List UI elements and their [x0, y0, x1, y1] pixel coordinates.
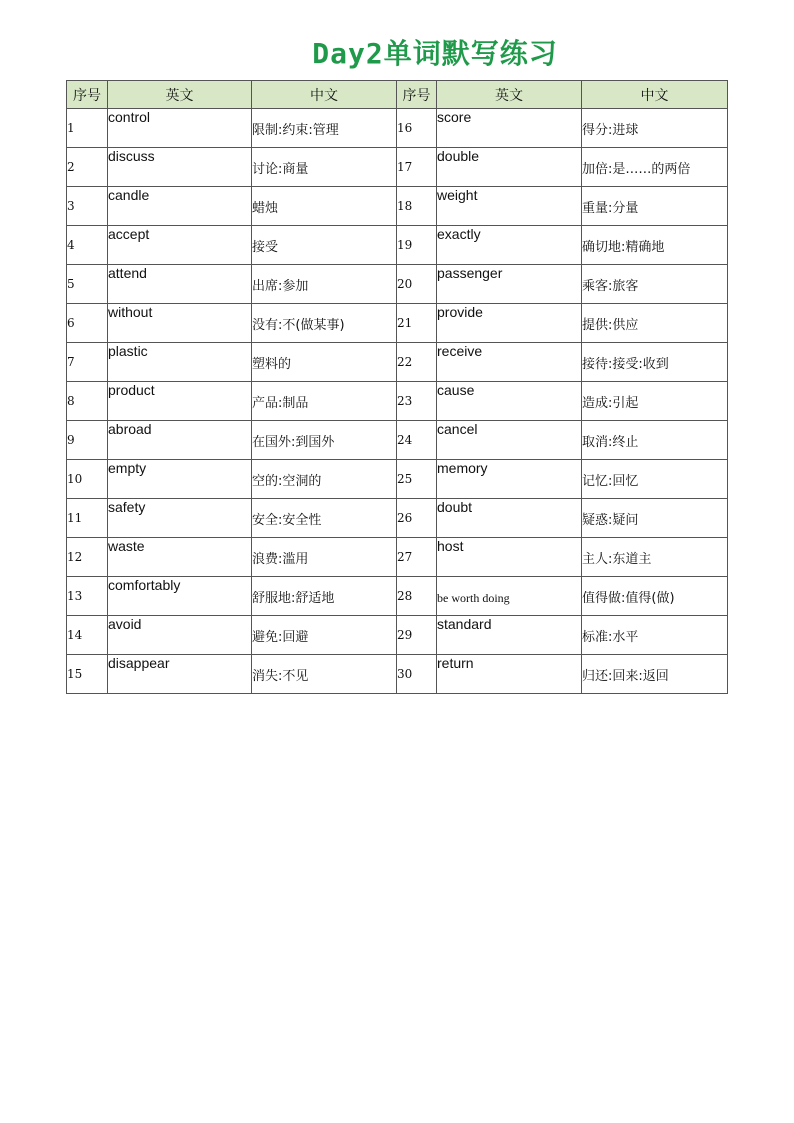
header-english: 英文: [108, 81, 252, 109]
word-number: 12: [67, 538, 108, 577]
word-number: 21: [397, 304, 437, 343]
english-word: passenger: [437, 265, 582, 304]
word-number: 23: [397, 382, 437, 421]
table-row: [67, 538, 728, 577]
table-header-row: [67, 81, 728, 109]
english-word: waste: [108, 538, 252, 577]
english-word: weight: [437, 187, 582, 226]
english-word: control: [108, 109, 252, 148]
english-word: memory: [437, 460, 582, 499]
english-word: product: [108, 382, 252, 421]
word-number: 25: [397, 460, 437, 499]
word-number: 9: [67, 421, 108, 460]
table-row: [67, 265, 728, 304]
english-word: comfortably: [108, 577, 252, 616]
chinese-meaning: 没有:不(做某事): [252, 304, 397, 343]
header-number: 序号: [397, 81, 437, 109]
word-number: 4: [67, 226, 108, 265]
english-word: discuss: [108, 148, 252, 187]
english-word: provide: [437, 304, 582, 343]
table-row: [67, 304, 728, 343]
chinese-meaning: 舒服地:舒适地: [252, 577, 397, 616]
english-word: accept: [108, 226, 252, 265]
english-word: cancel: [437, 421, 582, 460]
page-title: Day2单词默写练习: [312, 37, 558, 70]
word-number: 6: [67, 304, 108, 343]
english-word: host: [437, 538, 582, 577]
english-word: without: [108, 304, 252, 343]
english-word: cause: [437, 382, 582, 421]
word-number: 19: [397, 226, 437, 265]
chinese-meaning: 取消:终止: [582, 421, 728, 460]
word-number: 17: [397, 148, 437, 187]
word-number: 26: [397, 499, 437, 538]
word-number: 14: [67, 616, 108, 655]
english-word: abroad: [108, 421, 252, 460]
chinese-meaning: 讨论:商量: [252, 148, 397, 187]
english-word: double: [437, 148, 582, 187]
vocabulary-table: [66, 80, 728, 694]
word-number: 16: [397, 109, 437, 148]
word-number: 24: [397, 421, 437, 460]
english-word: be worth doing: [437, 577, 582, 616]
english-word: exactly: [437, 226, 582, 265]
chinese-meaning: 接待:接受:收到: [582, 343, 728, 382]
chinese-meaning: 归还:回来:返回: [582, 655, 728, 694]
table-row: [67, 226, 728, 265]
chinese-meaning: 造成:引起: [582, 382, 728, 421]
word-number: 3: [67, 187, 108, 226]
chinese-meaning: 浪费:滥用: [252, 538, 397, 577]
header-chinese: 中文: [252, 81, 397, 109]
english-word: receive: [437, 343, 582, 382]
word-number: 13: [67, 577, 108, 616]
chinese-meaning: 确切地:精确地: [582, 226, 728, 265]
english-word: plastic: [108, 343, 252, 382]
chinese-meaning: 提供:供应: [582, 304, 728, 343]
word-number: 15: [67, 655, 108, 694]
header-chinese: 中文: [582, 81, 728, 109]
chinese-meaning: 产品:制品: [252, 382, 397, 421]
english-word: safety: [108, 499, 252, 538]
word-number: 20: [397, 265, 437, 304]
chinese-meaning: 乘客:旅客: [582, 265, 728, 304]
chinese-meaning: 消失:不见: [252, 655, 397, 694]
english-word: disappear: [108, 655, 252, 694]
word-number: 7: [67, 343, 108, 382]
chinese-meaning: 在国外:到国外: [252, 421, 397, 460]
chinese-meaning: 蜡烛: [252, 187, 397, 226]
chinese-meaning: 疑惑:疑问: [582, 499, 728, 538]
word-number: 30: [397, 655, 437, 694]
chinese-meaning: 值得做:值得(做): [582, 577, 728, 616]
table-row: [67, 148, 728, 187]
chinese-meaning: 塑料的: [252, 343, 397, 382]
word-number: 10: [67, 460, 108, 499]
chinese-meaning: 记忆:回忆: [582, 460, 728, 499]
word-number: 11: [67, 499, 108, 538]
chinese-meaning: 得分:进球: [582, 109, 728, 148]
table-row: [67, 655, 728, 694]
word-number: 18: [397, 187, 437, 226]
english-word: empty: [108, 460, 252, 499]
chinese-meaning: 限制:约束:管理: [252, 109, 397, 148]
table-row: [67, 343, 728, 382]
chinese-meaning: 空的:空洞的: [252, 460, 397, 499]
table-row: [67, 421, 728, 460]
word-number: 28: [397, 577, 437, 616]
header-english: 英文: [437, 81, 582, 109]
chinese-meaning: 安全:安全性: [252, 499, 397, 538]
chinese-meaning: 标准:水平: [582, 616, 728, 655]
word-number: 27: [397, 538, 437, 577]
english-word: avoid: [108, 616, 252, 655]
header-number: 序号: [67, 81, 108, 109]
table-row: [67, 187, 728, 226]
english-word: score: [437, 109, 582, 148]
word-number: 8: [67, 382, 108, 421]
table-row: [67, 499, 728, 538]
english-word: candle: [108, 187, 252, 226]
english-word: attend: [108, 265, 252, 304]
word-number: 2: [67, 148, 108, 187]
chinese-meaning: 出席:参加: [252, 265, 397, 304]
chinese-meaning: 加倍:是……的两倍: [582, 148, 728, 187]
chinese-meaning: 避免:回避: [252, 616, 397, 655]
word-number: 29: [397, 616, 437, 655]
word-number: 1: [67, 109, 108, 148]
table-body: [67, 109, 728, 694]
table-row: [67, 616, 728, 655]
table-row: [67, 382, 728, 421]
chinese-meaning: 接受: [252, 226, 397, 265]
english-word: doubt: [437, 499, 582, 538]
chinese-meaning: 重量:分量: [582, 187, 728, 226]
english-word: return: [437, 655, 582, 694]
word-number: 5: [67, 265, 108, 304]
table-row: [67, 460, 728, 499]
word-number: 22: [397, 343, 437, 382]
chinese-meaning: 主人:东道主: [582, 538, 728, 577]
table-row: [67, 109, 728, 148]
english-word: standard: [437, 616, 582, 655]
table-row: [67, 577, 728, 616]
